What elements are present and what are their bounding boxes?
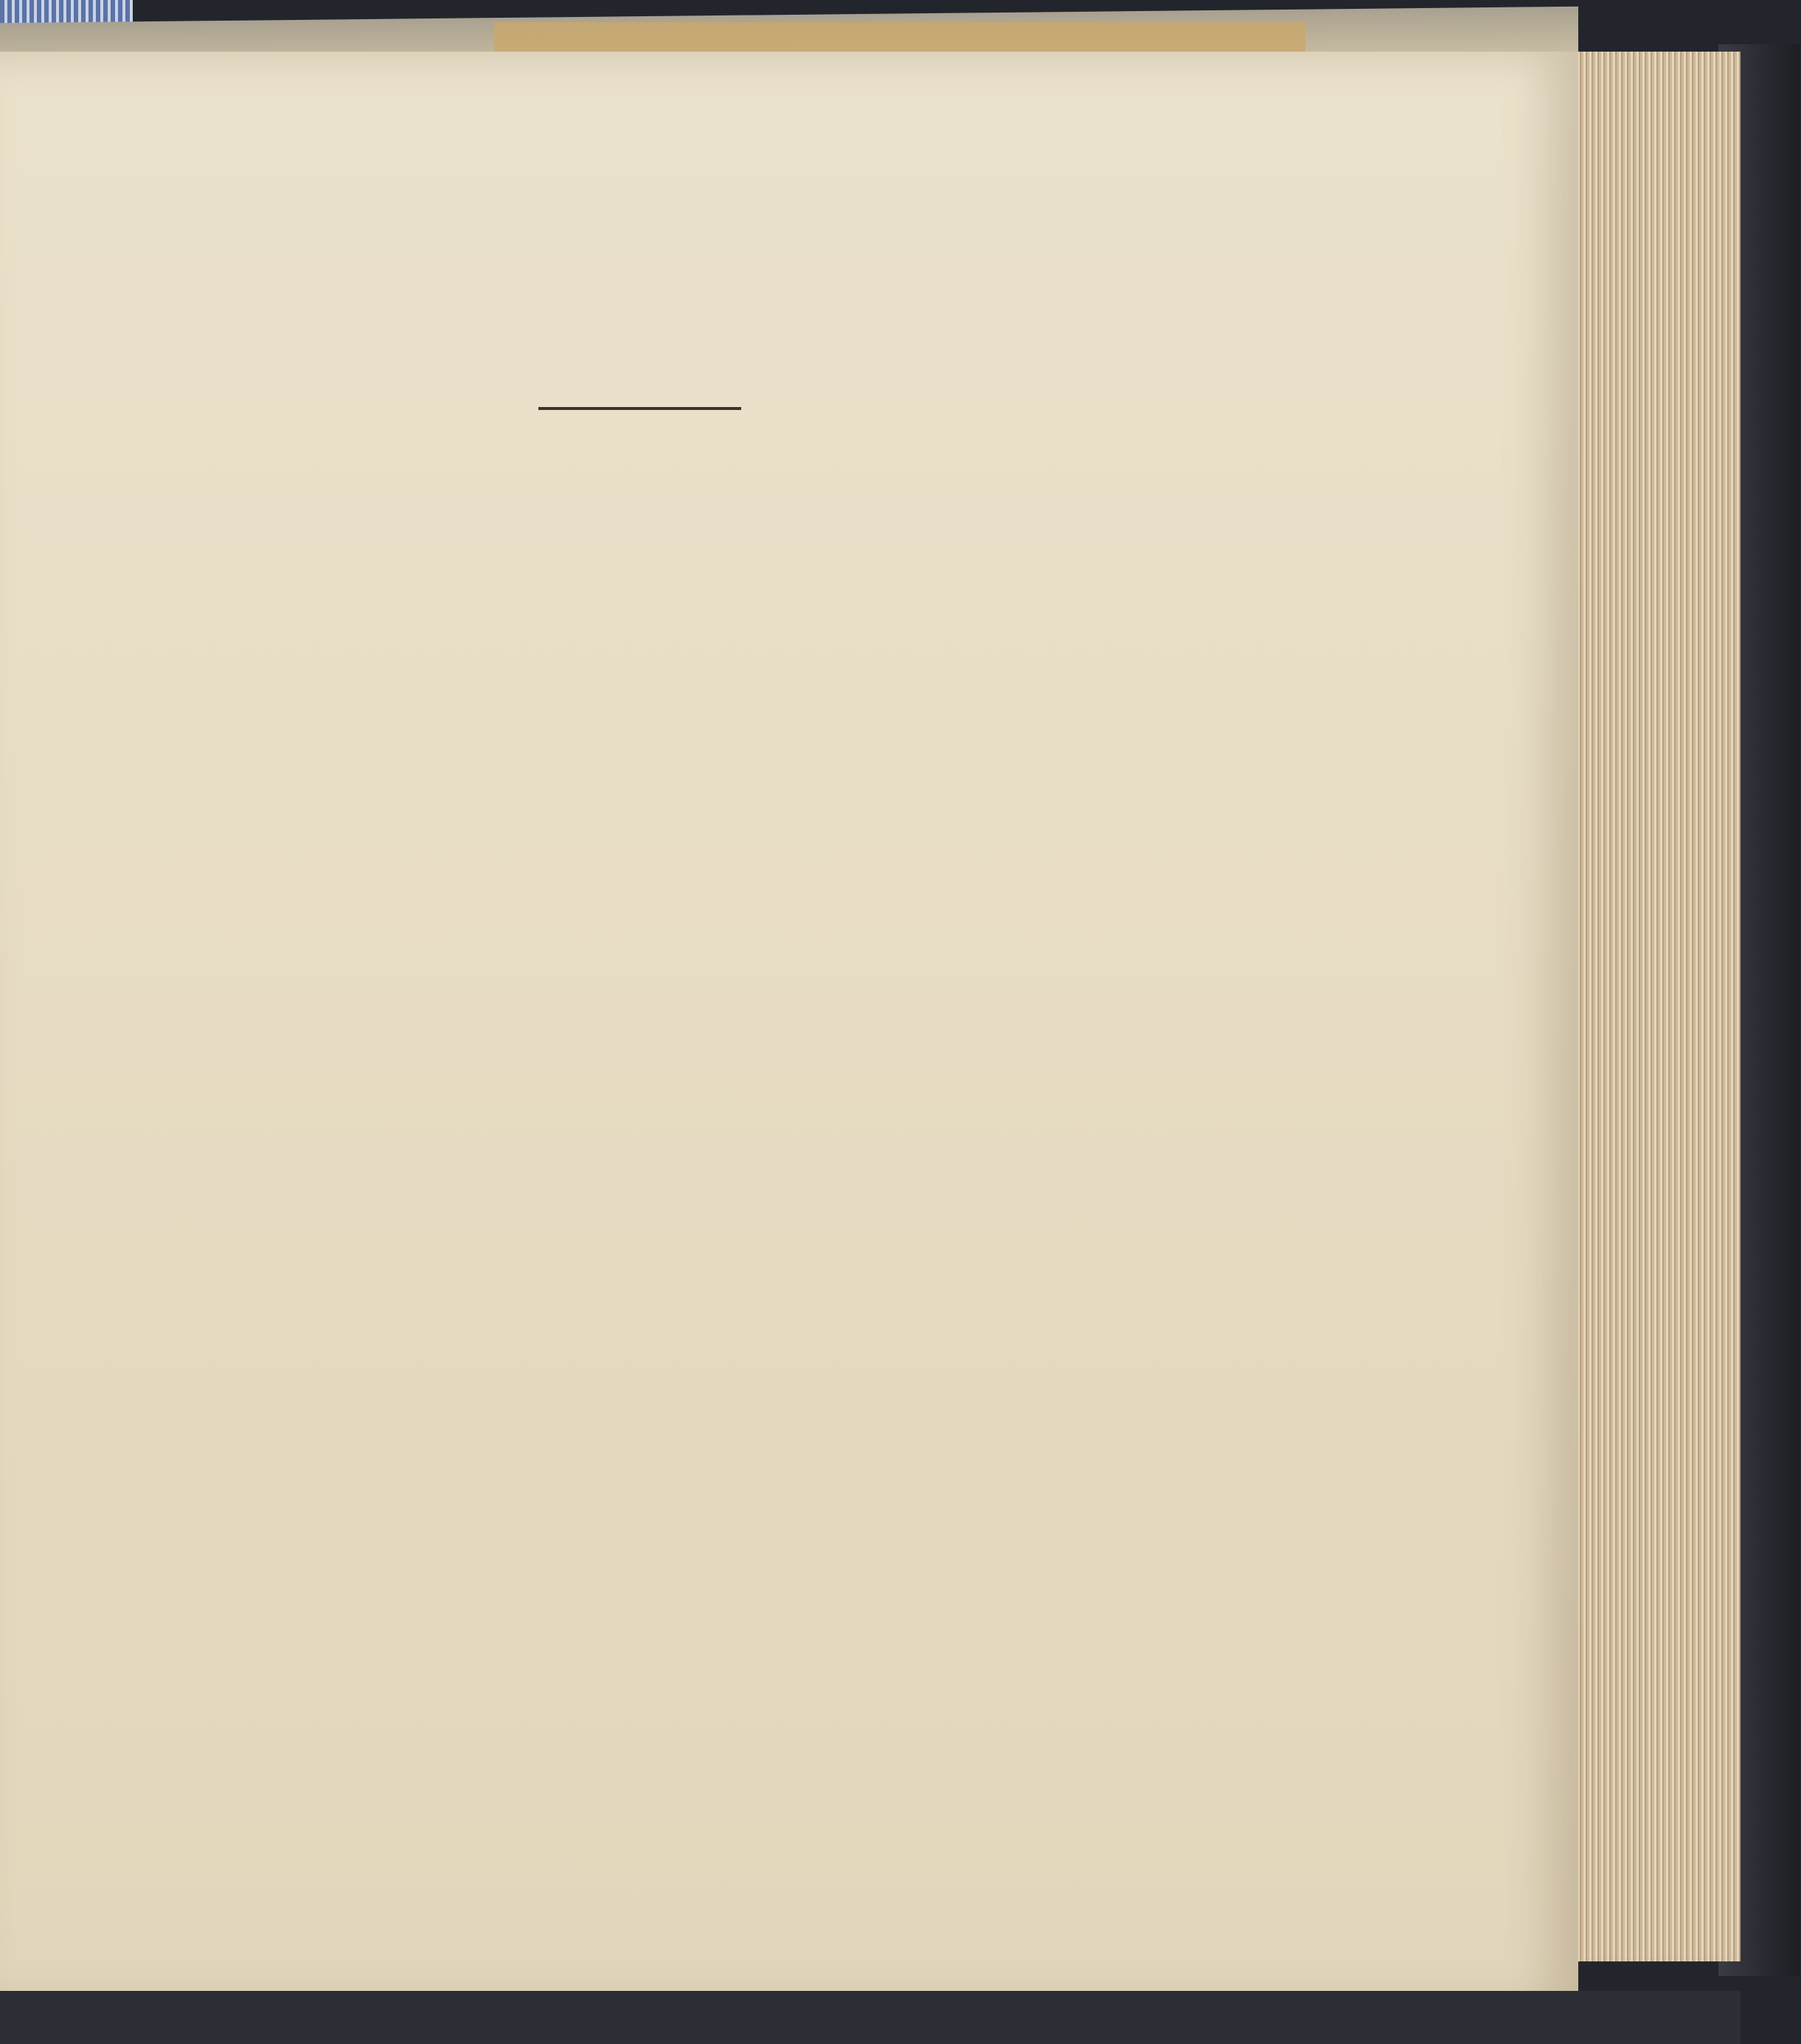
book-page (0, 52, 1578, 2006)
section-divider (538, 407, 741, 410)
bottom-binding-edge (0, 1991, 1741, 2044)
